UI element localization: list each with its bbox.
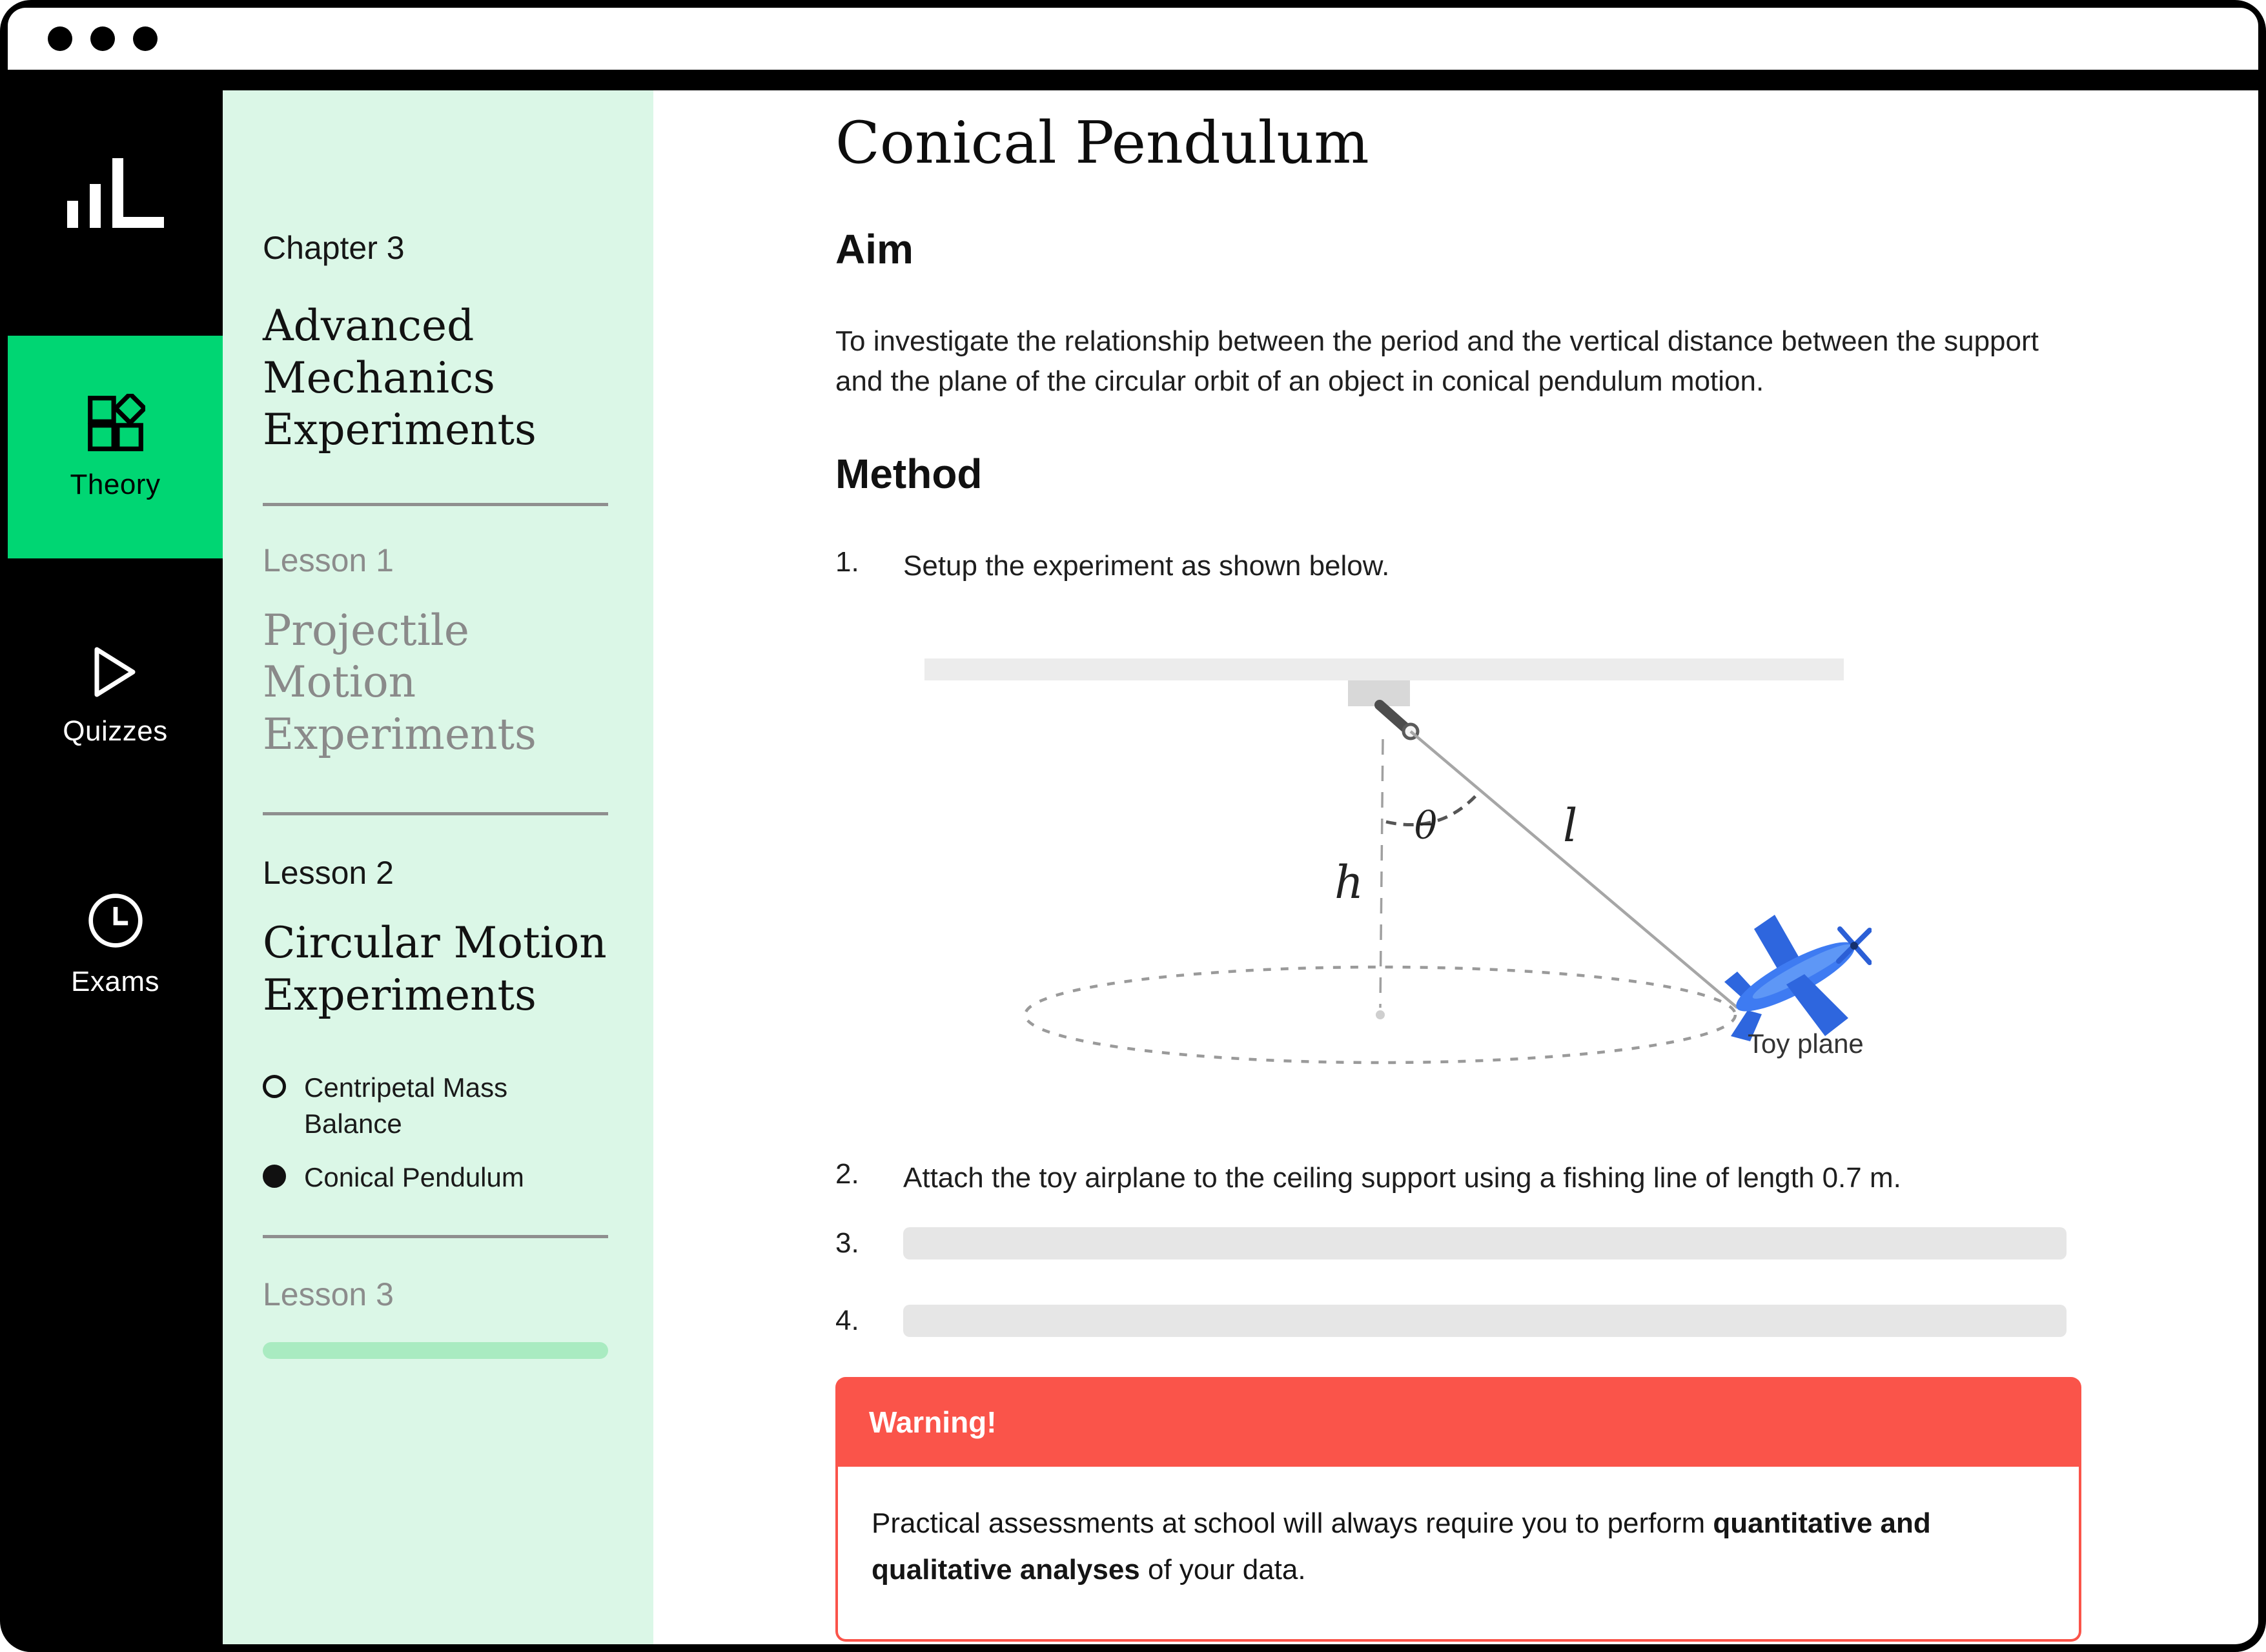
lesson-2-title[interactable]: Circular Motion Experiments xyxy=(263,918,607,1020)
method-heading: Method xyxy=(835,451,983,498)
radio-unselected-icon[interactable] xyxy=(263,1075,286,1098)
step-number: 1. xyxy=(835,546,859,578)
main-content xyxy=(653,90,2258,1644)
height-label: h xyxy=(1334,855,1364,909)
window-titlebar xyxy=(8,8,2258,70)
toy-plane-label: Toy plane xyxy=(1748,1028,1864,1059)
sidebar-item-quizzes[interactable] xyxy=(8,584,223,807)
sidebar-item-label: Exams xyxy=(71,965,159,997)
chapter-title: Advanced Mechanics Experiments xyxy=(263,301,536,455)
warning-text-suffix: of your data. xyxy=(1139,1553,1306,1586)
step-placeholder-bar xyxy=(903,1227,2067,1259)
sidebar-item-exams[interactable] xyxy=(8,833,223,1055)
height-dashed-line xyxy=(1380,739,1383,1008)
lesson-1-title[interactable]: Projectile Motion Experiments xyxy=(263,605,536,759)
support-hook xyxy=(1380,705,1407,729)
warning-callout xyxy=(835,1377,2081,1642)
play-icon xyxy=(92,644,139,700)
window-control-dot[interactable] xyxy=(48,26,72,51)
lesson-2-topics xyxy=(263,1070,608,1195)
topic-centripetal-mass-balance[interactable] xyxy=(263,1070,608,1141)
lesson-3-loading-bar xyxy=(263,1342,608,1359)
warning-header xyxy=(835,1377,2081,1467)
bar-chart-logo-icon xyxy=(67,158,164,236)
topic-label: Centripetal Mass Balance xyxy=(304,1072,508,1139)
lesson-panel xyxy=(223,90,653,1644)
blocks-icon xyxy=(86,394,145,453)
method-step-2 xyxy=(835,1158,2081,1198)
lesson-1-label: Lesson 1 xyxy=(263,542,394,578)
topic-conical-pendulum[interactable] xyxy=(263,1159,608,1195)
method-step-3 xyxy=(835,1227,2081,1259)
window-control-dot[interactable] xyxy=(133,26,158,51)
sidebar-item-label: Theory xyxy=(70,468,161,500)
lesson-3-label: Lesson 3 xyxy=(263,1276,394,1313)
lesson-2-label: Lesson 2 xyxy=(263,855,394,892)
theta-label: θ xyxy=(1414,803,1437,848)
pendulum-diagram xyxy=(903,651,2081,1077)
radio-selected-icon[interactable] xyxy=(263,1165,286,1188)
window-controls xyxy=(48,26,158,51)
topic-label: Conical Pendulum xyxy=(304,1162,524,1192)
page-title: Conical Pendulum xyxy=(835,109,1369,177)
warning-body xyxy=(835,1467,2081,1642)
pendulum-string xyxy=(1411,731,1737,1008)
warning-text xyxy=(872,1500,2040,1593)
aim-heading: Aim xyxy=(835,225,914,272)
window-control-dot[interactable] xyxy=(90,26,115,51)
chapter-label: Chapter 3 xyxy=(263,230,405,266)
warning-text-prefix: Practical assessments at school will always require you to perform xyxy=(872,1507,1713,1540)
sidebar-item-theory[interactable] xyxy=(8,336,223,558)
method-step-1 xyxy=(835,546,2081,586)
icon-sidebar xyxy=(8,90,223,1644)
step-number: 4. xyxy=(835,1305,859,1337)
panel-divider xyxy=(263,1235,608,1238)
step-placeholder-bar xyxy=(903,1305,2067,1337)
sidebar-item-label: Quizzes xyxy=(63,715,168,747)
toy-plane-illustration xyxy=(1724,915,1870,1041)
string-length-label: l xyxy=(1563,799,1578,852)
method-step-4 xyxy=(835,1305,2081,1337)
step-text: Setup the experiment as shown below. xyxy=(903,550,1390,582)
aim-text: To investigate the relationship between the period and the vertical distance between the support and the plane of the circular orbit of an object in conical pendulum motion. xyxy=(835,325,2039,397)
ceiling-bar xyxy=(924,658,1844,680)
panel-divider xyxy=(263,812,608,815)
orbit-center-dot xyxy=(1376,1010,1385,1019)
step-number: 2. xyxy=(835,1157,859,1190)
app-body xyxy=(8,90,2258,1644)
warning-title: Warning! xyxy=(869,1405,997,1439)
step-text: Attach the toy airplane to the ceiling support using a fishing line of length 0.7 m. xyxy=(903,1161,1901,1194)
panel-divider xyxy=(263,503,608,506)
clock-icon xyxy=(86,891,145,950)
warning-text-bold: quantitative and qualitative analyses xyxy=(872,1507,1931,1586)
step-number: 3. xyxy=(835,1227,859,1259)
